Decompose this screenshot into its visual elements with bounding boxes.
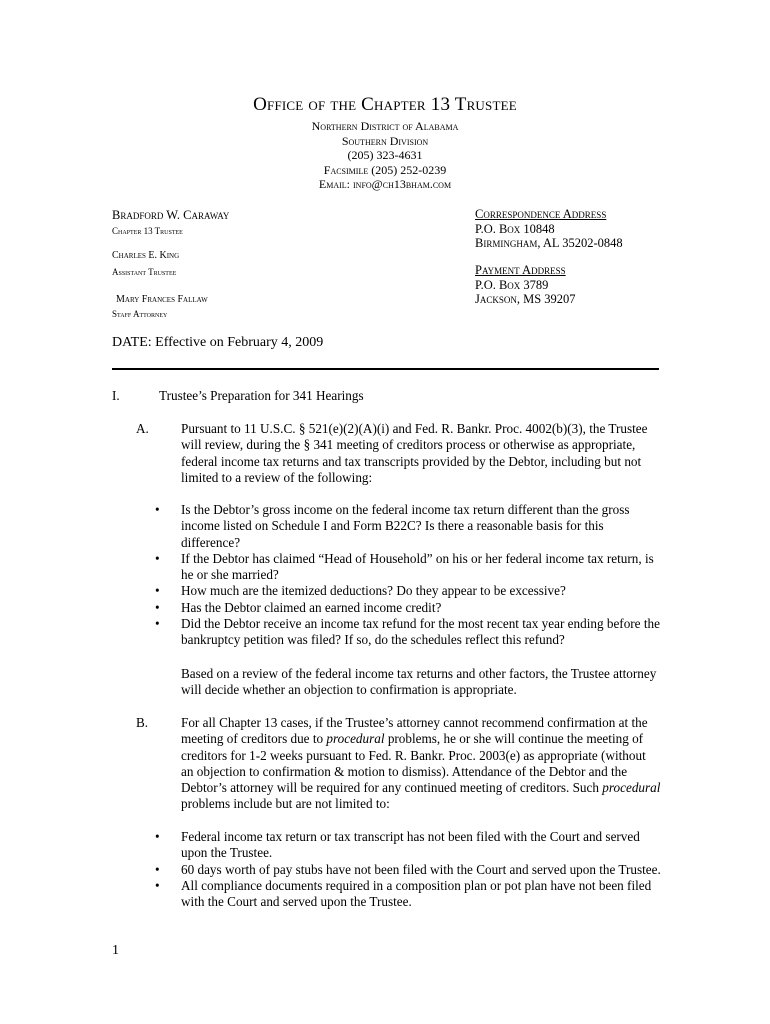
payment-line2: Jackson, MS 39207 [475,292,576,307]
list-item: • Is the Debtor’s gross income on the federal income tax return different than the gross income listed on Schedule I and Form B22C? Is there a reasonable basis for this difference? [155,502,630,550]
correspondence-label: Correspondence Address [475,207,607,221]
bullet-icon: • [155,877,160,893]
subsection-b-bullets [155,829,665,910]
list-item: • If the Debtor has claimed “Head of Household” on his or her federal income tax return, is he or she married? [155,550,654,583]
subsection-a-closing: Based on a review of the federal income tax returns and other factors, the Trustee attorney will decide whether an objection to confirmation is appropriate. [181,666,657,698]
bullet-icon: • [155,829,160,844]
divider-rule [112,368,659,370]
assistant-role: Assistant Trustee [112,267,177,277]
bullet-icon: • [155,861,160,877]
bullet-icon: • [155,616,160,632]
subsection-a-bullets [155,502,665,649]
bullet-icon: • [155,583,160,599]
list-item: • 60 days worth of pay stubs have not been filed with the Court and served upon the Trustee. [155,861,661,877]
section-number: I. [112,388,120,403]
email-line: Email: info@ch13bham.com [318,177,452,191]
payment-line1: P.O. Box 3789 [475,277,549,292]
payment-label: Payment Address [475,263,566,277]
page-number: 1 [112,943,119,958]
subsection-b-label: B. [136,715,149,730]
effective-date: DATE: Effective on February 4, 2009 [112,335,324,350]
subsection-a-label: A. [136,421,149,436]
list-item: • How much are the itemized deductions? Do they appear to be excessive? [155,583,566,599]
payment-address [475,263,576,307]
trustee-name: Bradford W. Caraway [112,208,230,222]
list-item: • All compliance documents required in a composition plan or pot plan have not been filed with the Court and served upon the Trustee. [155,877,652,910]
subsection-a-intro: Pursuant to 11 U.S.C. § 521(e)(2)(A)(i) and Fed. R. Bankr. Proc. 4002(b)(3), the Trustee will review, during the § 341 meeting of creditors process or otherwise as appropriate, federal income tax returns and tax transcripts provided by the Debtor, including but not limited to a review of the following: [181,421,648,485]
attorney-role: Staff Attorney [112,309,168,319]
division-line: Southern Division [341,134,429,148]
section-title: Trustee’s Preparation for 341 Hearings [159,388,364,403]
assistant-name: Charles E. King [112,250,180,261]
bullet-icon: • [155,599,160,615]
district-line: Northern District of Alabama [311,119,459,133]
correspondence-line1: P.O. Box 10848 [475,221,555,236]
correspondence-line2: Birmingham, AL 35202-0848 [475,236,623,251]
bullet-icon: • [155,550,160,566]
list-item: • Federal income tax return or tax transcript has not been filed with the Court and served upon the Trustee. [155,829,640,861]
bullet-icon: • [155,502,160,517]
correspondence-address [475,207,623,251]
page-title: Office of the Chapter 13 Trustee [253,94,517,115]
fax-line: Facsimile (205) 252-0239 [323,163,447,177]
attorney-name: Mary Frances Fallaw [116,294,208,305]
subsection-b-intro: For all Chapter 13 cases, if the Trustee’s attorney cannot recommend confirmation at the meeting of creditors due to procedural problems, he or she will continue the meeting of creditors for 1-2 weeks pursuant to Fed. R. Bankr. Proc. 2003(e) as appropriate (without an objection to confirmation & motion to dismiss). Attendance of the Debtor and the Debtor’s attorney will be required for any continued meeting of creditors. Such procedural problems include but are not limited to: [181,715,661,812]
list-item: • Has the Debtor claimed an earned income credit? [155,599,442,615]
list-item: • Did the Debtor receive an income tax refund for the most recent tax year ending before the bankruptcy petition was filed? If so, do the schedules reflect this refund? [155,616,660,648]
phone-line: (205) 323-4631 [347,148,423,162]
trustee-role: Chapter 13 Trustee [112,226,183,236]
